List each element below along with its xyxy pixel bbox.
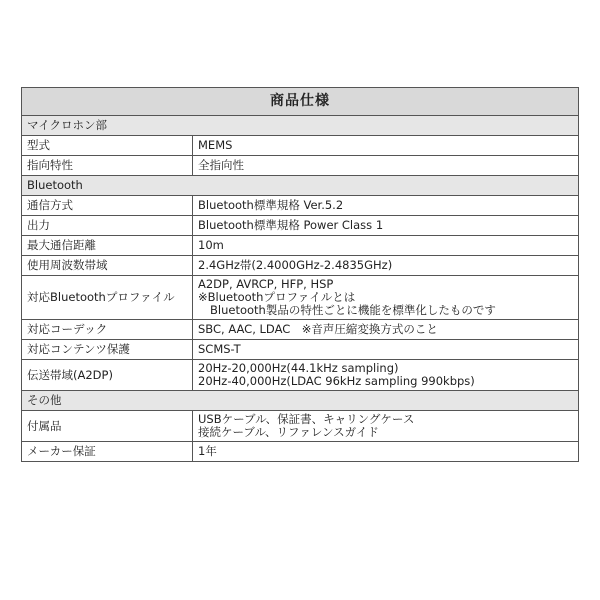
profile-line: A2DP, AVRCP, HFP, HSP [198, 277, 334, 291]
row-label: 使用周波数帯域 [22, 256, 193, 276]
accessory-line: USBケーブル、保証書、キャリングケース [198, 412, 415, 426]
row-label: 指向特性 [22, 156, 193, 176]
row-value: SBC, AAC, LDAC ※音声圧縮変換方式のこと [193, 320, 579, 340]
table-row [22, 340, 579, 360]
table-row [22, 236, 579, 256]
row-value: 全指向性 [193, 156, 579, 176]
section-header-bluetooth: Bluetooth [22, 176, 579, 196]
section-row-other [22, 391, 579, 411]
row-value: Bluetooth標準規格 Power Class 1 [193, 216, 579, 236]
profile-note: ※Bluetoothプロファイルとは [198, 290, 356, 304]
row-value: SCMS-T [193, 340, 579, 360]
table-row [22, 216, 579, 236]
title-row [22, 88, 579, 116]
row-value-band [193, 360, 579, 391]
row-label: 出力 [22, 216, 193, 236]
row-value: 1年 [193, 442, 579, 462]
spec-table [21, 87, 579, 462]
row-label: 型式 [22, 136, 193, 156]
row-label: 付属品 [22, 411, 193, 442]
row-label: メーカー保証 [22, 442, 193, 462]
row-value: Bluetooth標準規格 Ver.5.2 [193, 196, 579, 216]
band-line: 20Hz-20,000Hz(44.1kHz sampling) [198, 361, 399, 375]
row-label: 最大通信距離 [22, 236, 193, 256]
section-row-bluetooth [22, 176, 579, 196]
row-label: 対応Bluetoothプロファイル [22, 276, 193, 320]
section-header-mic: マイクロホン部 [22, 116, 579, 136]
table-row [22, 320, 579, 340]
table-row [22, 411, 579, 442]
row-label: 対応コーデック [22, 320, 193, 340]
row-value-accessories [193, 411, 579, 442]
table-row [22, 256, 579, 276]
band-line: 20Hz-40,000Hz(LDAC 96kHz sampling 990kbps) [198, 374, 475, 388]
table-title: 商品仕様 [22, 88, 579, 116]
section-row-mic [22, 116, 579, 136]
table-row [22, 360, 579, 391]
row-value-profile [193, 276, 579, 320]
section-header-other: その他 [22, 391, 579, 411]
accessory-line: 接続ケーブル、リファレンスガイド [198, 425, 379, 439]
table-row [22, 156, 579, 176]
row-label: 対応コンテンツ保護 [22, 340, 193, 360]
row-label: 通信方式 [22, 196, 193, 216]
table-row [22, 276, 579, 320]
table-row [22, 196, 579, 216]
table-row [22, 136, 579, 156]
table-row [22, 442, 579, 462]
profile-note-detail: Bluetooth製品の特性ごとに機能を標準化したものです [210, 303, 496, 317]
row-value: MEMS [193, 136, 579, 156]
row-label: 伝送帯域(A2DP) [22, 360, 193, 391]
row-value: 2.4GHz帯(2.4000GHz-2.4835GHz) [193, 256, 579, 276]
row-value: 10m [193, 236, 579, 256]
